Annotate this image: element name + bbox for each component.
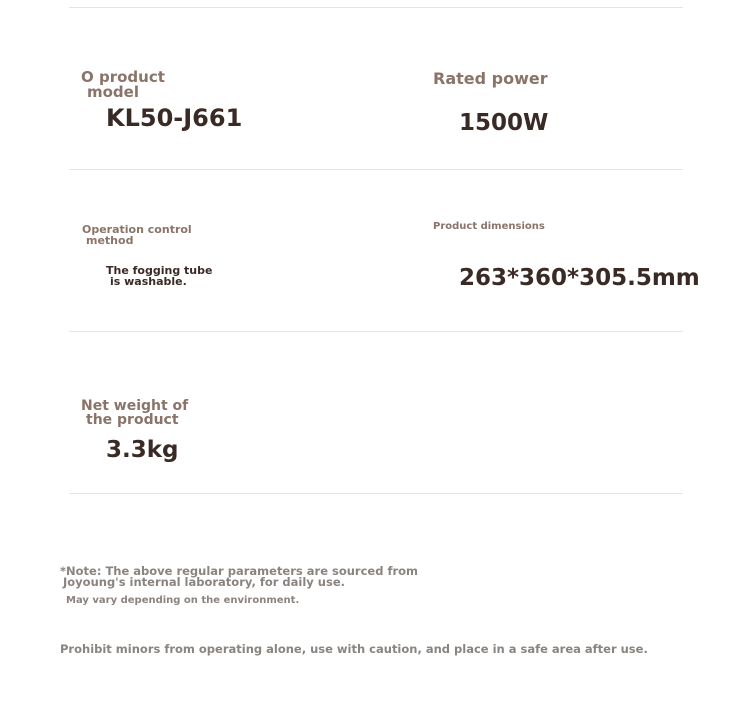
power-label: Rated power (433, 69, 548, 88)
model-label-line2: model (87, 83, 139, 101)
dimensions-label: Product dimensions (433, 221, 545, 232)
weight-label-line2: the product (86, 412, 179, 428)
divider-row3 (69, 493, 683, 494)
control-value-line1: The fogging tube (106, 264, 213, 277)
control-value-line2: is washable. (110, 275, 187, 288)
control-value (106, 265, 212, 287)
control-label (82, 224, 192, 246)
note-line3: May vary depending on the environment. (66, 595, 300, 606)
control-label-line2: method (86, 234, 134, 247)
control-label-line1: Operation control (82, 223, 192, 236)
model-label-line1: O product (81, 68, 165, 86)
model-value: KL50-J661 (106, 104, 243, 132)
note-warning: Prohibit minors from operating alone, use with caution, and place in a safe area after use. (60, 642, 648, 656)
power-value: 1500W (459, 110, 549, 136)
divider-row2 (69, 331, 683, 332)
weight-value: 3.3kg (106, 437, 179, 463)
note-line2: Joyoung's internal laboratory, for daily use. (63, 575, 346, 589)
dimensions-value: 263*360*305.5mm (459, 265, 700, 291)
model-label (81, 70, 165, 100)
divider-top (69, 7, 683, 8)
divider-row1 (69, 169, 683, 170)
weight-label (81, 399, 188, 427)
note-line1: *Note: The above regular parameters are sourced from (60, 564, 419, 578)
weight-label-line1: Net weight of (81, 398, 189, 414)
